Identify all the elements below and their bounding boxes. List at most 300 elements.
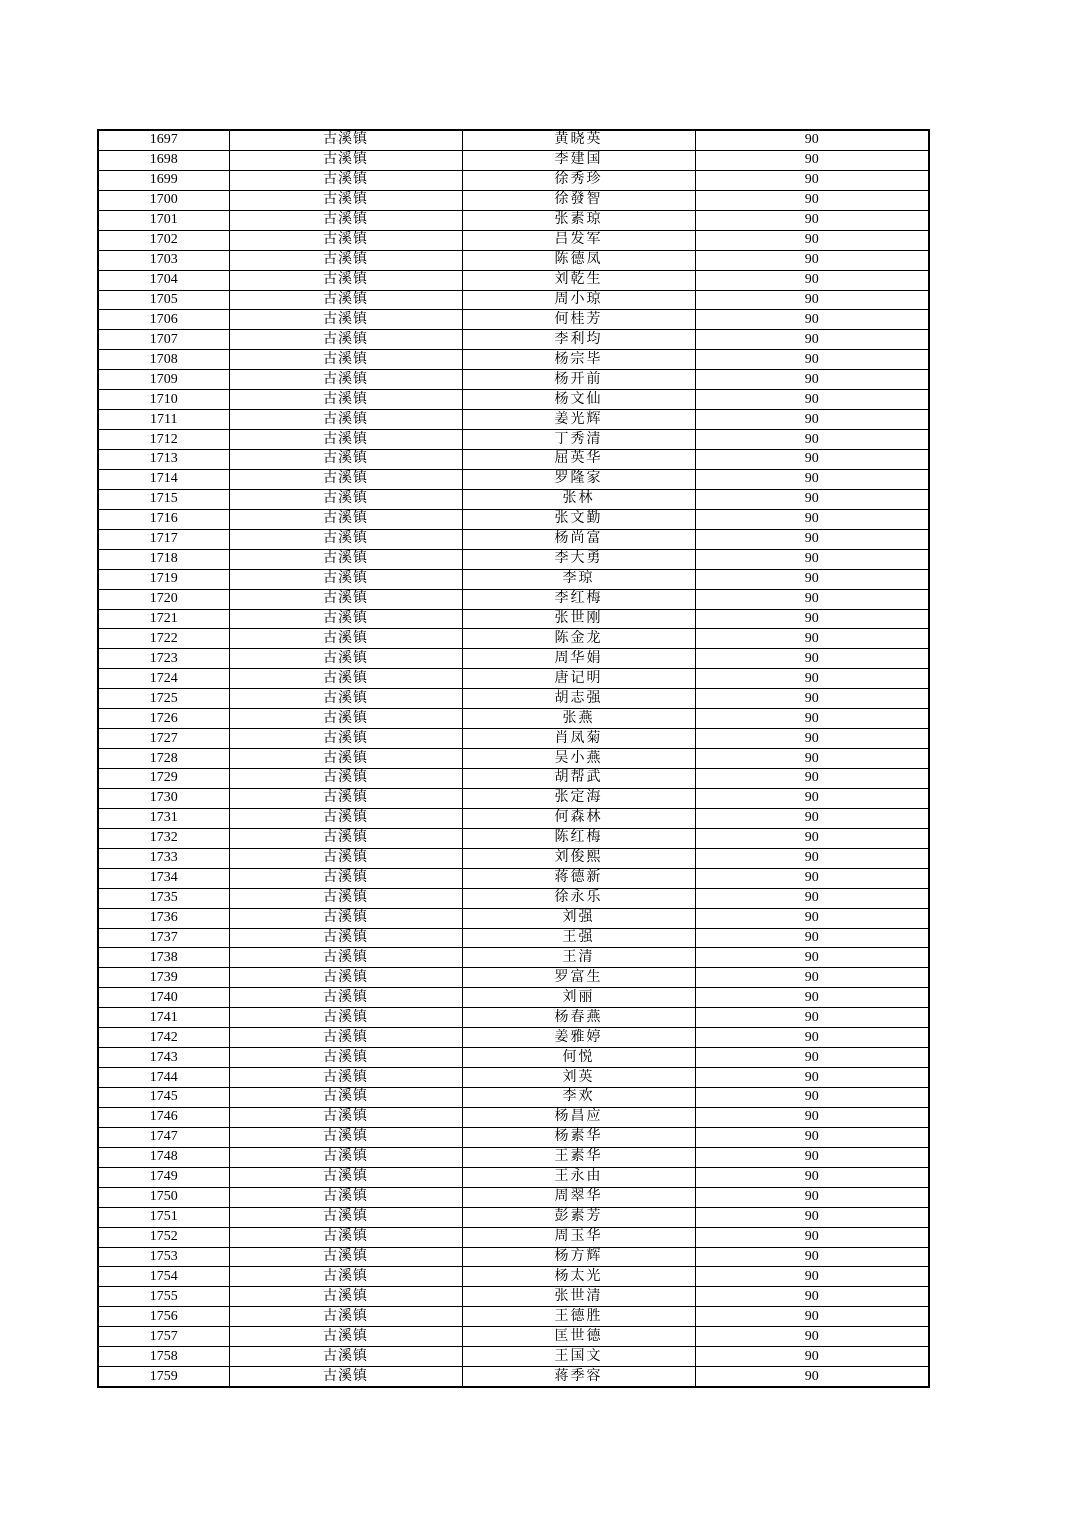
table-row [98, 828, 929, 848]
score-cell: 90 [695, 1187, 929, 1207]
name-cell: 李琼 [462, 569, 695, 589]
row-number-cell: 1747 [98, 1127, 229, 1147]
town-cell: 古溪镇 [229, 968, 462, 988]
name-cell: 杨尚富 [462, 529, 695, 549]
town-cell: 古溪镇 [229, 390, 462, 410]
row-number-cell: 1742 [98, 1028, 229, 1048]
score-cell: 90 [695, 788, 929, 808]
row-number-cell: 1752 [98, 1227, 229, 1247]
score-cell: 90 [695, 130, 929, 150]
name-cell: 丁秀清 [462, 430, 695, 450]
score-cell: 90 [695, 549, 929, 569]
name-cell: 杨方辉 [462, 1247, 695, 1267]
table-row [98, 1327, 929, 1347]
name-cell: 罗隆家 [462, 469, 695, 489]
score-cell: 90 [695, 689, 929, 709]
row-number-cell: 1699 [98, 170, 229, 190]
table-row [98, 170, 929, 190]
table-row [98, 430, 929, 450]
name-cell: 刘英 [462, 1068, 695, 1088]
table-row [98, 150, 929, 170]
name-cell: 黄晓英 [462, 130, 695, 150]
name-cell: 匡世德 [462, 1327, 695, 1347]
name-cell: 王素华 [462, 1147, 695, 1167]
table-row [98, 1187, 929, 1207]
name-cell: 王国文 [462, 1347, 695, 1367]
table-row [98, 629, 929, 649]
town-cell: 古溪镇 [229, 150, 462, 170]
score-cell: 90 [695, 1048, 929, 1068]
name-cell: 唐记明 [462, 669, 695, 689]
name-cell: 蒋德新 [462, 868, 695, 888]
table-row [98, 1088, 929, 1108]
row-number-cell: 1710 [98, 390, 229, 410]
score-cell: 90 [695, 709, 929, 729]
name-cell: 王强 [462, 928, 695, 948]
name-cell: 姜雅婷 [462, 1028, 695, 1048]
row-number-cell: 1755 [98, 1287, 229, 1307]
table-row [98, 1267, 929, 1287]
table-row [98, 210, 929, 230]
row-number-cell: 1716 [98, 509, 229, 529]
row-number-cell: 1754 [98, 1267, 229, 1287]
score-cell: 90 [695, 410, 929, 430]
name-cell: 杨开前 [462, 370, 695, 390]
town-cell: 古溪镇 [229, 589, 462, 609]
score-cell: 90 [695, 370, 929, 390]
town-cell: 古溪镇 [229, 330, 462, 350]
name-cell: 吴小燕 [462, 749, 695, 769]
town-cell: 古溪镇 [229, 1107, 462, 1127]
name-cell: 何悦 [462, 1048, 695, 1068]
table-row [98, 1048, 929, 1068]
row-number-cell: 1724 [98, 669, 229, 689]
score-cell: 90 [695, 928, 929, 948]
name-cell: 杨昌应 [462, 1107, 695, 1127]
score-cell: 90 [695, 589, 929, 609]
table-row [98, 509, 929, 529]
name-cell: 何森林 [462, 808, 695, 828]
town-cell: 古溪镇 [229, 848, 462, 868]
score-cell: 90 [695, 1207, 929, 1227]
score-cell: 90 [695, 430, 929, 450]
table-row [98, 1127, 929, 1147]
score-cell: 90 [695, 489, 929, 509]
town-cell: 古溪镇 [229, 769, 462, 789]
town-cell: 古溪镇 [229, 350, 462, 370]
name-cell: 吕发军 [462, 230, 695, 250]
score-cell: 90 [695, 230, 929, 250]
table-row [98, 1107, 929, 1127]
table-row [98, 130, 929, 150]
row-number-cell: 1751 [98, 1207, 229, 1227]
row-number-cell: 1743 [98, 1048, 229, 1068]
town-cell: 古溪镇 [229, 1227, 462, 1247]
town-cell: 古溪镇 [229, 569, 462, 589]
table-row [98, 988, 929, 1008]
town-cell: 古溪镇 [229, 808, 462, 828]
table-row [98, 310, 929, 330]
score-cell: 90 [695, 469, 929, 489]
score-cell: 90 [695, 888, 929, 908]
row-number-cell: 1719 [98, 569, 229, 589]
name-cell: 罗富生 [462, 968, 695, 988]
name-cell: 杨春燕 [462, 1008, 695, 1028]
row-number-cell: 1728 [98, 749, 229, 769]
row-number-cell: 1726 [98, 709, 229, 729]
table-row [98, 1008, 929, 1028]
table-row [98, 350, 929, 370]
table-row [98, 1167, 929, 1187]
row-number-cell: 1709 [98, 370, 229, 390]
row-number-cell: 1736 [98, 908, 229, 928]
score-cell: 90 [695, 1267, 929, 1287]
row-number-cell: 1731 [98, 808, 229, 828]
row-number-cell: 1745 [98, 1088, 229, 1108]
table-row [98, 1247, 929, 1267]
name-cell: 杨文仙 [462, 390, 695, 410]
table-row [98, 290, 929, 310]
town-cell: 古溪镇 [229, 270, 462, 290]
town-cell: 古溪镇 [229, 649, 462, 669]
town-cell: 古溪镇 [229, 310, 462, 330]
row-number-cell: 1741 [98, 1008, 229, 1028]
name-cell: 张林 [462, 489, 695, 509]
table-row [98, 1367, 929, 1387]
row-number-cell: 1718 [98, 549, 229, 569]
row-number-cell: 1744 [98, 1068, 229, 1088]
row-number-cell: 1706 [98, 310, 229, 330]
town-cell: 古溪镇 [229, 1127, 462, 1147]
score-cell: 90 [695, 1147, 929, 1167]
score-cell: 90 [695, 190, 929, 210]
row-number-cell: 1735 [98, 888, 229, 908]
table-row [98, 848, 929, 868]
row-number-cell: 1721 [98, 609, 229, 629]
score-cell: 90 [695, 828, 929, 848]
town-cell: 古溪镇 [229, 928, 462, 948]
row-number-cell: 1703 [98, 250, 229, 270]
table-row [98, 270, 929, 290]
row-number-cell: 1746 [98, 1107, 229, 1127]
table-row [98, 529, 929, 549]
town-cell: 古溪镇 [229, 1287, 462, 1307]
row-number-cell: 1700 [98, 190, 229, 210]
table-row [98, 589, 929, 609]
score-cell: 90 [695, 948, 929, 968]
town-cell: 古溪镇 [229, 629, 462, 649]
name-cell: 徐發智 [462, 190, 695, 210]
score-cell: 90 [695, 1367, 929, 1387]
table-row [98, 1307, 929, 1327]
table-row [98, 569, 929, 589]
table-row [98, 1287, 929, 1307]
name-cell: 胡帮武 [462, 769, 695, 789]
score-cell: 90 [695, 729, 929, 749]
score-cell: 90 [695, 749, 929, 769]
row-number-cell: 1758 [98, 1347, 229, 1367]
score-cell: 90 [695, 1307, 929, 1327]
score-cell: 90 [695, 1167, 929, 1187]
table-row [98, 390, 929, 410]
row-number-cell: 1748 [98, 1147, 229, 1167]
table-row [98, 729, 929, 749]
score-cell: 90 [695, 330, 929, 350]
town-cell: 古溪镇 [229, 450, 462, 470]
town-cell: 古溪镇 [229, 709, 462, 729]
name-cell: 刘强 [462, 908, 695, 928]
score-cell: 90 [695, 450, 929, 470]
table-row [98, 749, 929, 769]
town-cell: 古溪镇 [229, 410, 462, 430]
name-cell: 张素琼 [462, 210, 695, 230]
town-cell: 古溪镇 [229, 988, 462, 1008]
table-row [98, 1207, 929, 1227]
town-cell: 古溪镇 [229, 1028, 462, 1048]
name-cell: 张定海 [462, 788, 695, 808]
town-cell: 古溪镇 [229, 130, 462, 150]
name-cell: 李建国 [462, 150, 695, 170]
score-cell: 90 [695, 150, 929, 170]
score-cell: 90 [695, 769, 929, 789]
row-number-cell: 1723 [98, 649, 229, 669]
town-cell: 古溪镇 [229, 529, 462, 549]
town-cell: 古溪镇 [229, 1367, 462, 1387]
name-cell: 张文勤 [462, 509, 695, 529]
name-cell: 肖凤菊 [462, 729, 695, 749]
score-cell: 90 [695, 250, 929, 270]
table-row [98, 1147, 929, 1167]
score-cell: 90 [695, 310, 929, 330]
name-cell: 徐秀珍 [462, 170, 695, 190]
score-cell: 90 [695, 170, 929, 190]
row-number-cell: 1702 [98, 230, 229, 250]
score-cell: 90 [695, 649, 929, 669]
table-row [98, 968, 929, 988]
score-cell: 90 [695, 210, 929, 230]
name-cell: 杨太光 [462, 1267, 695, 1287]
row-number-cell: 1727 [98, 729, 229, 749]
town-cell: 古溪镇 [229, 1088, 462, 1108]
name-cell: 刘丽 [462, 988, 695, 1008]
table-row [98, 549, 929, 569]
row-number-cell: 1708 [98, 350, 229, 370]
table-row [98, 230, 929, 250]
row-number-cell: 1722 [98, 629, 229, 649]
table-row [98, 330, 929, 350]
town-cell: 古溪镇 [229, 1068, 462, 1088]
row-number-cell: 1711 [98, 410, 229, 430]
table-row [98, 1068, 929, 1088]
table-row [98, 769, 929, 789]
row-number-cell: 1712 [98, 430, 229, 450]
town-cell: 古溪镇 [229, 868, 462, 888]
score-cell: 90 [695, 1227, 929, 1247]
town-cell: 古溪镇 [229, 430, 462, 450]
name-cell: 周翠华 [462, 1187, 695, 1207]
table-row [98, 609, 929, 629]
score-cell: 90 [695, 350, 929, 370]
row-number-cell: 1725 [98, 689, 229, 709]
row-number-cell: 1715 [98, 489, 229, 509]
name-cell: 李欢 [462, 1088, 695, 1108]
table-row [98, 808, 929, 828]
town-cell: 古溪镇 [229, 190, 462, 210]
table-row [98, 669, 929, 689]
town-cell: 古溪镇 [229, 1147, 462, 1167]
table-row [98, 1227, 929, 1247]
row-number-cell: 1720 [98, 589, 229, 609]
name-cell: 何桂芳 [462, 310, 695, 330]
score-cell: 90 [695, 669, 929, 689]
name-cell: 刘乾生 [462, 270, 695, 290]
score-cell: 90 [695, 529, 929, 549]
town-cell: 古溪镇 [229, 908, 462, 928]
table-row [98, 928, 929, 948]
score-cell: 90 [695, 808, 929, 828]
score-cell: 90 [695, 509, 929, 529]
town-cell: 古溪镇 [229, 170, 462, 190]
town-cell: 古溪镇 [229, 828, 462, 848]
row-number-cell: 1701 [98, 210, 229, 230]
town-cell: 古溪镇 [229, 1187, 462, 1207]
town-cell: 古溪镇 [229, 1247, 462, 1267]
table-row [98, 450, 929, 470]
town-cell: 古溪镇 [229, 549, 462, 569]
name-cell: 李红梅 [462, 589, 695, 609]
town-cell: 古溪镇 [229, 230, 462, 250]
row-number-cell: 1730 [98, 788, 229, 808]
town-cell: 古溪镇 [229, 210, 462, 230]
table-row [98, 868, 929, 888]
town-cell: 古溪镇 [229, 1307, 462, 1327]
town-cell: 古溪镇 [229, 1167, 462, 1187]
name-cell: 王永由 [462, 1167, 695, 1187]
score-cell: 90 [695, 1068, 929, 1088]
score-cell: 90 [695, 569, 929, 589]
score-cell: 90 [695, 629, 929, 649]
score-cell: 90 [695, 1327, 929, 1347]
town-cell: 古溪镇 [229, 1048, 462, 1068]
table-row [98, 1347, 929, 1367]
row-number-cell: 1749 [98, 1167, 229, 1187]
row-number-cell: 1733 [98, 848, 229, 868]
table-row [98, 888, 929, 908]
town-cell: 古溪镇 [229, 1207, 462, 1227]
name-cell: 李利均 [462, 330, 695, 350]
name-cell: 刘俊熙 [462, 848, 695, 868]
row-number-cell: 1698 [98, 150, 229, 170]
score-cell: 90 [695, 1088, 929, 1108]
row-number-cell: 1753 [98, 1247, 229, 1267]
name-cell: 陈德凤 [462, 250, 695, 270]
table-row [98, 410, 929, 430]
score-cell: 90 [695, 1287, 929, 1307]
score-cell: 90 [695, 868, 929, 888]
table-row [98, 1028, 929, 1048]
row-number-cell: 1704 [98, 270, 229, 290]
row-number-cell: 1705 [98, 290, 229, 310]
town-cell: 古溪镇 [229, 469, 462, 489]
table-row [98, 489, 929, 509]
table-body [98, 130, 929, 1387]
town-cell: 古溪镇 [229, 1008, 462, 1028]
name-cell: 张世清 [462, 1287, 695, 1307]
name-cell: 陈红梅 [462, 828, 695, 848]
name-cell: 杨宗毕 [462, 350, 695, 370]
name-cell: 徐永乐 [462, 888, 695, 908]
score-cell: 90 [695, 1028, 929, 1048]
score-cell: 90 [695, 1008, 929, 1028]
name-cell: 蒋季容 [462, 1367, 695, 1387]
town-cell: 古溪镇 [229, 1267, 462, 1287]
table-row [98, 649, 929, 669]
name-cell: 周玉华 [462, 1227, 695, 1247]
table-row [98, 370, 929, 390]
row-number-cell: 1717 [98, 529, 229, 549]
score-cell: 90 [695, 908, 929, 928]
town-cell: 古溪镇 [229, 1347, 462, 1367]
row-number-cell: 1739 [98, 968, 229, 988]
row-number-cell: 1738 [98, 948, 229, 968]
score-cell: 90 [695, 1127, 929, 1147]
table-row [98, 190, 929, 210]
row-number-cell: 1732 [98, 828, 229, 848]
town-cell: 古溪镇 [229, 509, 462, 529]
town-cell: 古溪镇 [229, 250, 462, 270]
score-cell: 90 [695, 968, 929, 988]
table-row [98, 250, 929, 270]
town-cell: 古溪镇 [229, 689, 462, 709]
name-cell: 胡志强 [462, 689, 695, 709]
row-number-cell: 1757 [98, 1327, 229, 1347]
score-cell: 90 [695, 270, 929, 290]
score-cell: 90 [695, 290, 929, 310]
row-number-cell: 1697 [98, 130, 229, 150]
name-cell: 彭素芳 [462, 1207, 695, 1227]
name-cell: 屈英华 [462, 450, 695, 470]
data-table [97, 129, 930, 1388]
row-number-cell: 1750 [98, 1187, 229, 1207]
name-cell: 王德胜 [462, 1307, 695, 1327]
name-cell: 姜光辉 [462, 410, 695, 430]
name-cell: 杨素华 [462, 1127, 695, 1147]
town-cell: 古溪镇 [229, 290, 462, 310]
row-number-cell: 1737 [98, 928, 229, 948]
row-number-cell: 1756 [98, 1307, 229, 1327]
row-number-cell: 1729 [98, 769, 229, 789]
row-number-cell: 1759 [98, 1367, 229, 1387]
row-number-cell: 1707 [98, 330, 229, 350]
score-cell: 90 [695, 1107, 929, 1127]
town-cell: 古溪镇 [229, 729, 462, 749]
row-number-cell: 1713 [98, 450, 229, 470]
score-cell: 90 [695, 848, 929, 868]
town-cell: 古溪镇 [229, 609, 462, 629]
town-cell: 古溪镇 [229, 489, 462, 509]
table-row [98, 908, 929, 928]
table-row [98, 709, 929, 729]
name-cell: 周小琼 [462, 290, 695, 310]
score-cell: 90 [695, 609, 929, 629]
table-row [98, 689, 929, 709]
table-row [98, 469, 929, 489]
score-cell: 90 [695, 988, 929, 1008]
score-cell: 90 [695, 1247, 929, 1267]
town-cell: 古溪镇 [229, 1327, 462, 1347]
town-cell: 古溪镇 [229, 669, 462, 689]
score-cell: 90 [695, 390, 929, 410]
